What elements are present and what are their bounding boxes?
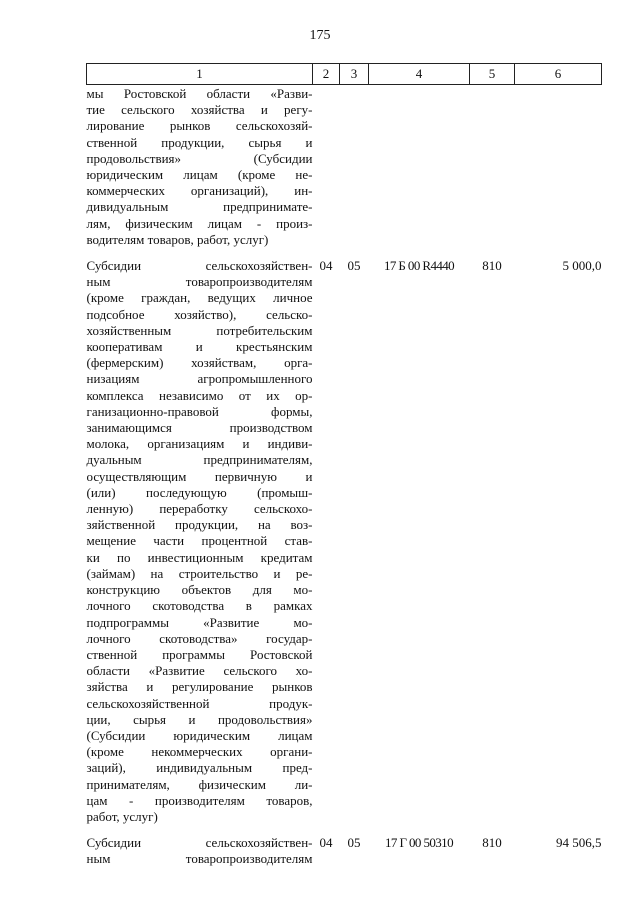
row-amount: 5 000,0	[562, 258, 602, 274]
row-section: 04	[319, 835, 333, 851]
description-line: области «Развитие сельского хо-	[86, 663, 313, 679]
description-line: сельскохозяйственной продук-	[86, 695, 313, 711]
description-line: хозяйственным потребительским	[86, 322, 313, 338]
description-line: водителям товаров, работ, услуг)	[86, 231, 269, 247]
description-line: комплекса независимо от их ор-	[86, 387, 313, 403]
description-line: дуальным предпринимателям,	[86, 452, 313, 468]
row-target-article: 17 Г 00 50310	[385, 835, 453, 851]
row-subsection: 05	[347, 258, 361, 274]
budget-table	[86, 63, 602, 875]
col-header-5: 5	[470, 64, 515, 85]
row-description	[87, 85, 313, 256]
description-line: (или) последующую (промыш-	[86, 484, 313, 500]
row-expense-type: 810	[482, 258, 502, 274]
description-line: цам - производителям товаров,	[86, 792, 313, 808]
description-line: ганизационно-правовой формы,	[86, 403, 313, 419]
description-line: работ, услуг)	[86, 808, 158, 824]
table-row	[87, 85, 602, 256]
description-line: (фермерским) хозяйствам, орга-	[86, 355, 313, 371]
description-line: ным товаропроизводителям	[86, 851, 313, 867]
description-line: зяйственной продукции, на воз-	[86, 517, 313, 533]
description-line: ки по инвестиционным кредитам	[86, 549, 313, 565]
description-line: дивидуальным предпринимате-	[86, 199, 313, 215]
table-header-row	[87, 64, 602, 85]
description-line: тие сельского хозяйства и регу-	[86, 102, 313, 118]
row-expense-type: 810	[482, 835, 502, 851]
row-description	[87, 832, 313, 874]
description-line: ственной продукции, сырья и	[86, 134, 313, 150]
description-line: Субсидии сельскохозяйствен-	[86, 835, 313, 851]
description-line: лям, физическим лицам - произ-	[86, 215, 313, 231]
description-line: занимающимся производством	[86, 420, 313, 436]
table-row	[87, 255, 602, 832]
col-header-4: 4	[369, 64, 470, 85]
description-line: конструкцию объектов для мо-	[86, 582, 313, 598]
description-line: ленную) переработку сельскохо-	[86, 501, 313, 517]
row-subsection: 05	[347, 835, 361, 851]
description-line: продовольствия» (Субсидии	[86, 150, 313, 166]
row-amount: 94 506,5	[556, 835, 602, 851]
description-line: (Субсидии юридическим лицам	[86, 727, 313, 743]
description-line: кооперативам и крестьянским	[86, 339, 313, 355]
row-section	[313, 85, 340, 256]
description-line: Субсидии сельскохозяйствен-	[86, 258, 313, 274]
description-line: зяйства и регулирование рынков	[86, 679, 313, 695]
description-line: мещение части процентной став-	[86, 533, 313, 549]
description-line: (займам) на строительство и ре-	[86, 565, 313, 581]
page-number: 175	[309, 28, 331, 43]
row-subsection	[340, 85, 369, 256]
description-line: ственной программы Ростовской	[86, 646, 313, 662]
col-header-1: 1	[87, 64, 313, 85]
description-line: (кроме граждан, ведущих личное	[86, 290, 313, 306]
description-line: коммерческих организаций), ин-	[86, 183, 313, 199]
description-line: подпрограммы «Развитие мо-	[86, 614, 313, 630]
description-line: молока, организациям и индиви-	[86, 436, 313, 452]
row-section: 04	[319, 258, 333, 274]
col-header-2: 2	[313, 64, 340, 85]
row-target-article	[369, 85, 470, 256]
description-line: лочного скотоводства в рамках	[86, 598, 313, 614]
description-line: осуществляющим первичную и	[86, 468, 313, 484]
table-row	[87, 832, 602, 874]
description-line: ным товаропроизводителям	[86, 274, 313, 290]
description-line: подсобное хозяйство), сельско-	[86, 306, 313, 322]
row-description	[87, 255, 313, 832]
row-expense-type	[470, 85, 515, 256]
description-line: ции, сырья и продовольствия»	[86, 711, 313, 727]
col-header-6: 6	[515, 64, 602, 85]
col-header-3: 3	[340, 64, 369, 85]
row-target-article: 17 Б 00 R4440	[383, 258, 455, 274]
description-line: лирование рынков сельскохозяй-	[86, 118, 313, 134]
description-line: юридическим лицам (кроме не-	[86, 167, 313, 183]
description-line: мы Ростовской области «Разви-	[86, 86, 313, 101]
description-line: принимателям, физическим ли-	[86, 776, 313, 792]
row-amount	[515, 85, 602, 256]
description-line: (кроме некоммерческих органи-	[86, 744, 313, 760]
description-line: низациям агропромышленного	[86, 371, 313, 387]
description-line: заций), индивидуальным пред-	[86, 760, 313, 776]
description-line: лочного скотоводства» государ-	[86, 630, 313, 646]
